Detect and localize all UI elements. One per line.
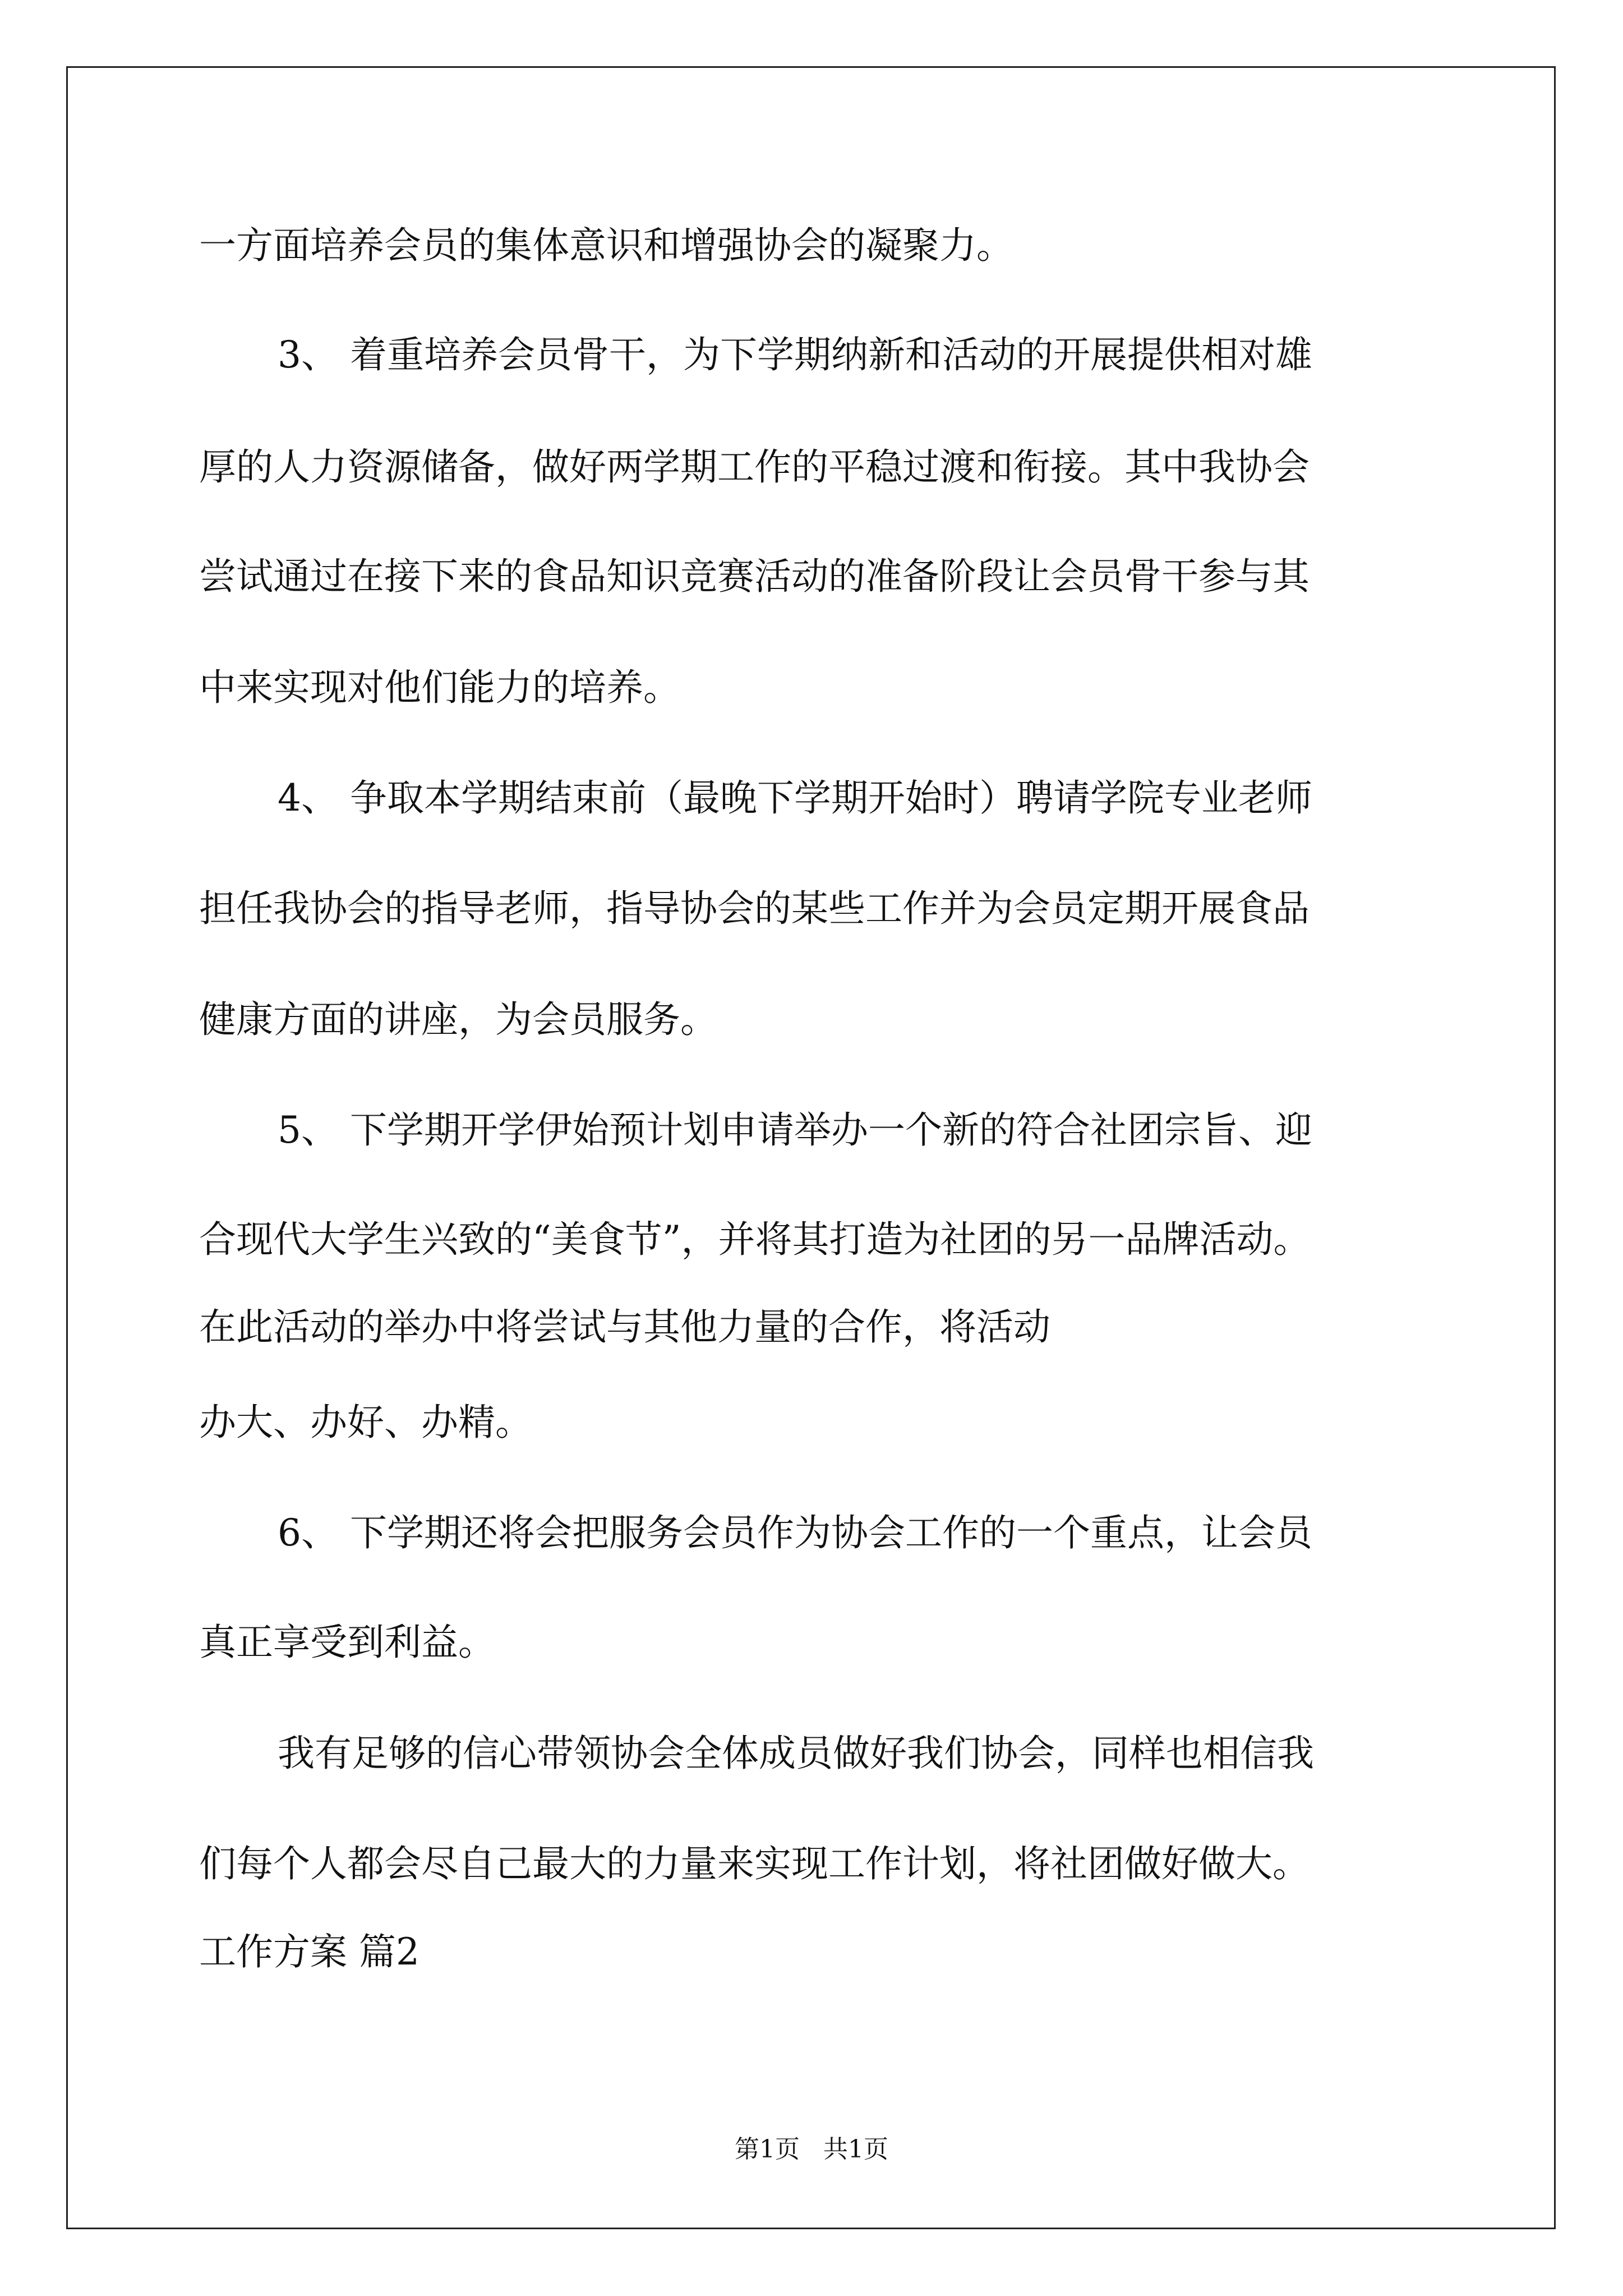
list-item-6-line: 6、 下学期还将会把服务会员作为协会工作的一个重点，让会员 [278,1511,1312,1554]
paragraph-line: 们每个人都会尽自己最大的力量来实现工作计划，将社团做好做大。 [199,1842,1310,1885]
page-footer [0,2129,1623,2165]
section-heading: 工作方案 篇2 [199,1930,419,1973]
list-item-3-line: 3、 着重培养会员骨干，为下学期纳新和活动的开展提供相对雄 [278,333,1312,376]
paragraph-line: 真正享受到利益。 [199,1621,495,1664]
paragraph-line: 厚的人力资源储备，做好两学期工作的平稳过渡和衔接。其中我协会 [199,445,1310,489]
page-total: 共1页 [823,2135,888,2164]
page-number: 第1页 [735,2135,800,2164]
paragraph-line: 担任我协会的指导老师，指导协会的某些工作并为会员定期开展食品 [199,887,1310,930]
paragraph-line: 在此活动的举办中将尝试与其他力量的合作，将活动 [199,1305,1050,1349]
paragraph-line: 尝试通过在接下来的食品知识竞赛活动的准备阶段让会员骨干参与其 [199,555,1310,598]
paragraph-line: 中来实现对他们能力的培养。 [199,666,680,709]
paragraph-line: 一方面培养会员的集体意识和增强协会的凝聚力。 [199,224,1013,267]
paragraph-line: 合现代大学生兴致的“美食节”，并将其打造为社团的另一品牌活动。 [199,1218,1311,1261]
paragraph-line: 健康方面的讲座，为会员服务。 [199,998,717,1041]
list-item-4-line: 4、 争取本学期结束前（最晚下学期开始时）聘请学院专业老师 [278,776,1312,820]
closing-paragraph-line: 我有足够的信心带领协会全体成员做好我们协会，同样也相信我 [278,1732,1314,1775]
paragraph-line: 办大、办好、办精。 [199,1401,532,1444]
list-item-5-line: 5、 下学期开学伊始预计划申请举办一个新的符合社团宗旨、迎 [278,1108,1312,1152]
